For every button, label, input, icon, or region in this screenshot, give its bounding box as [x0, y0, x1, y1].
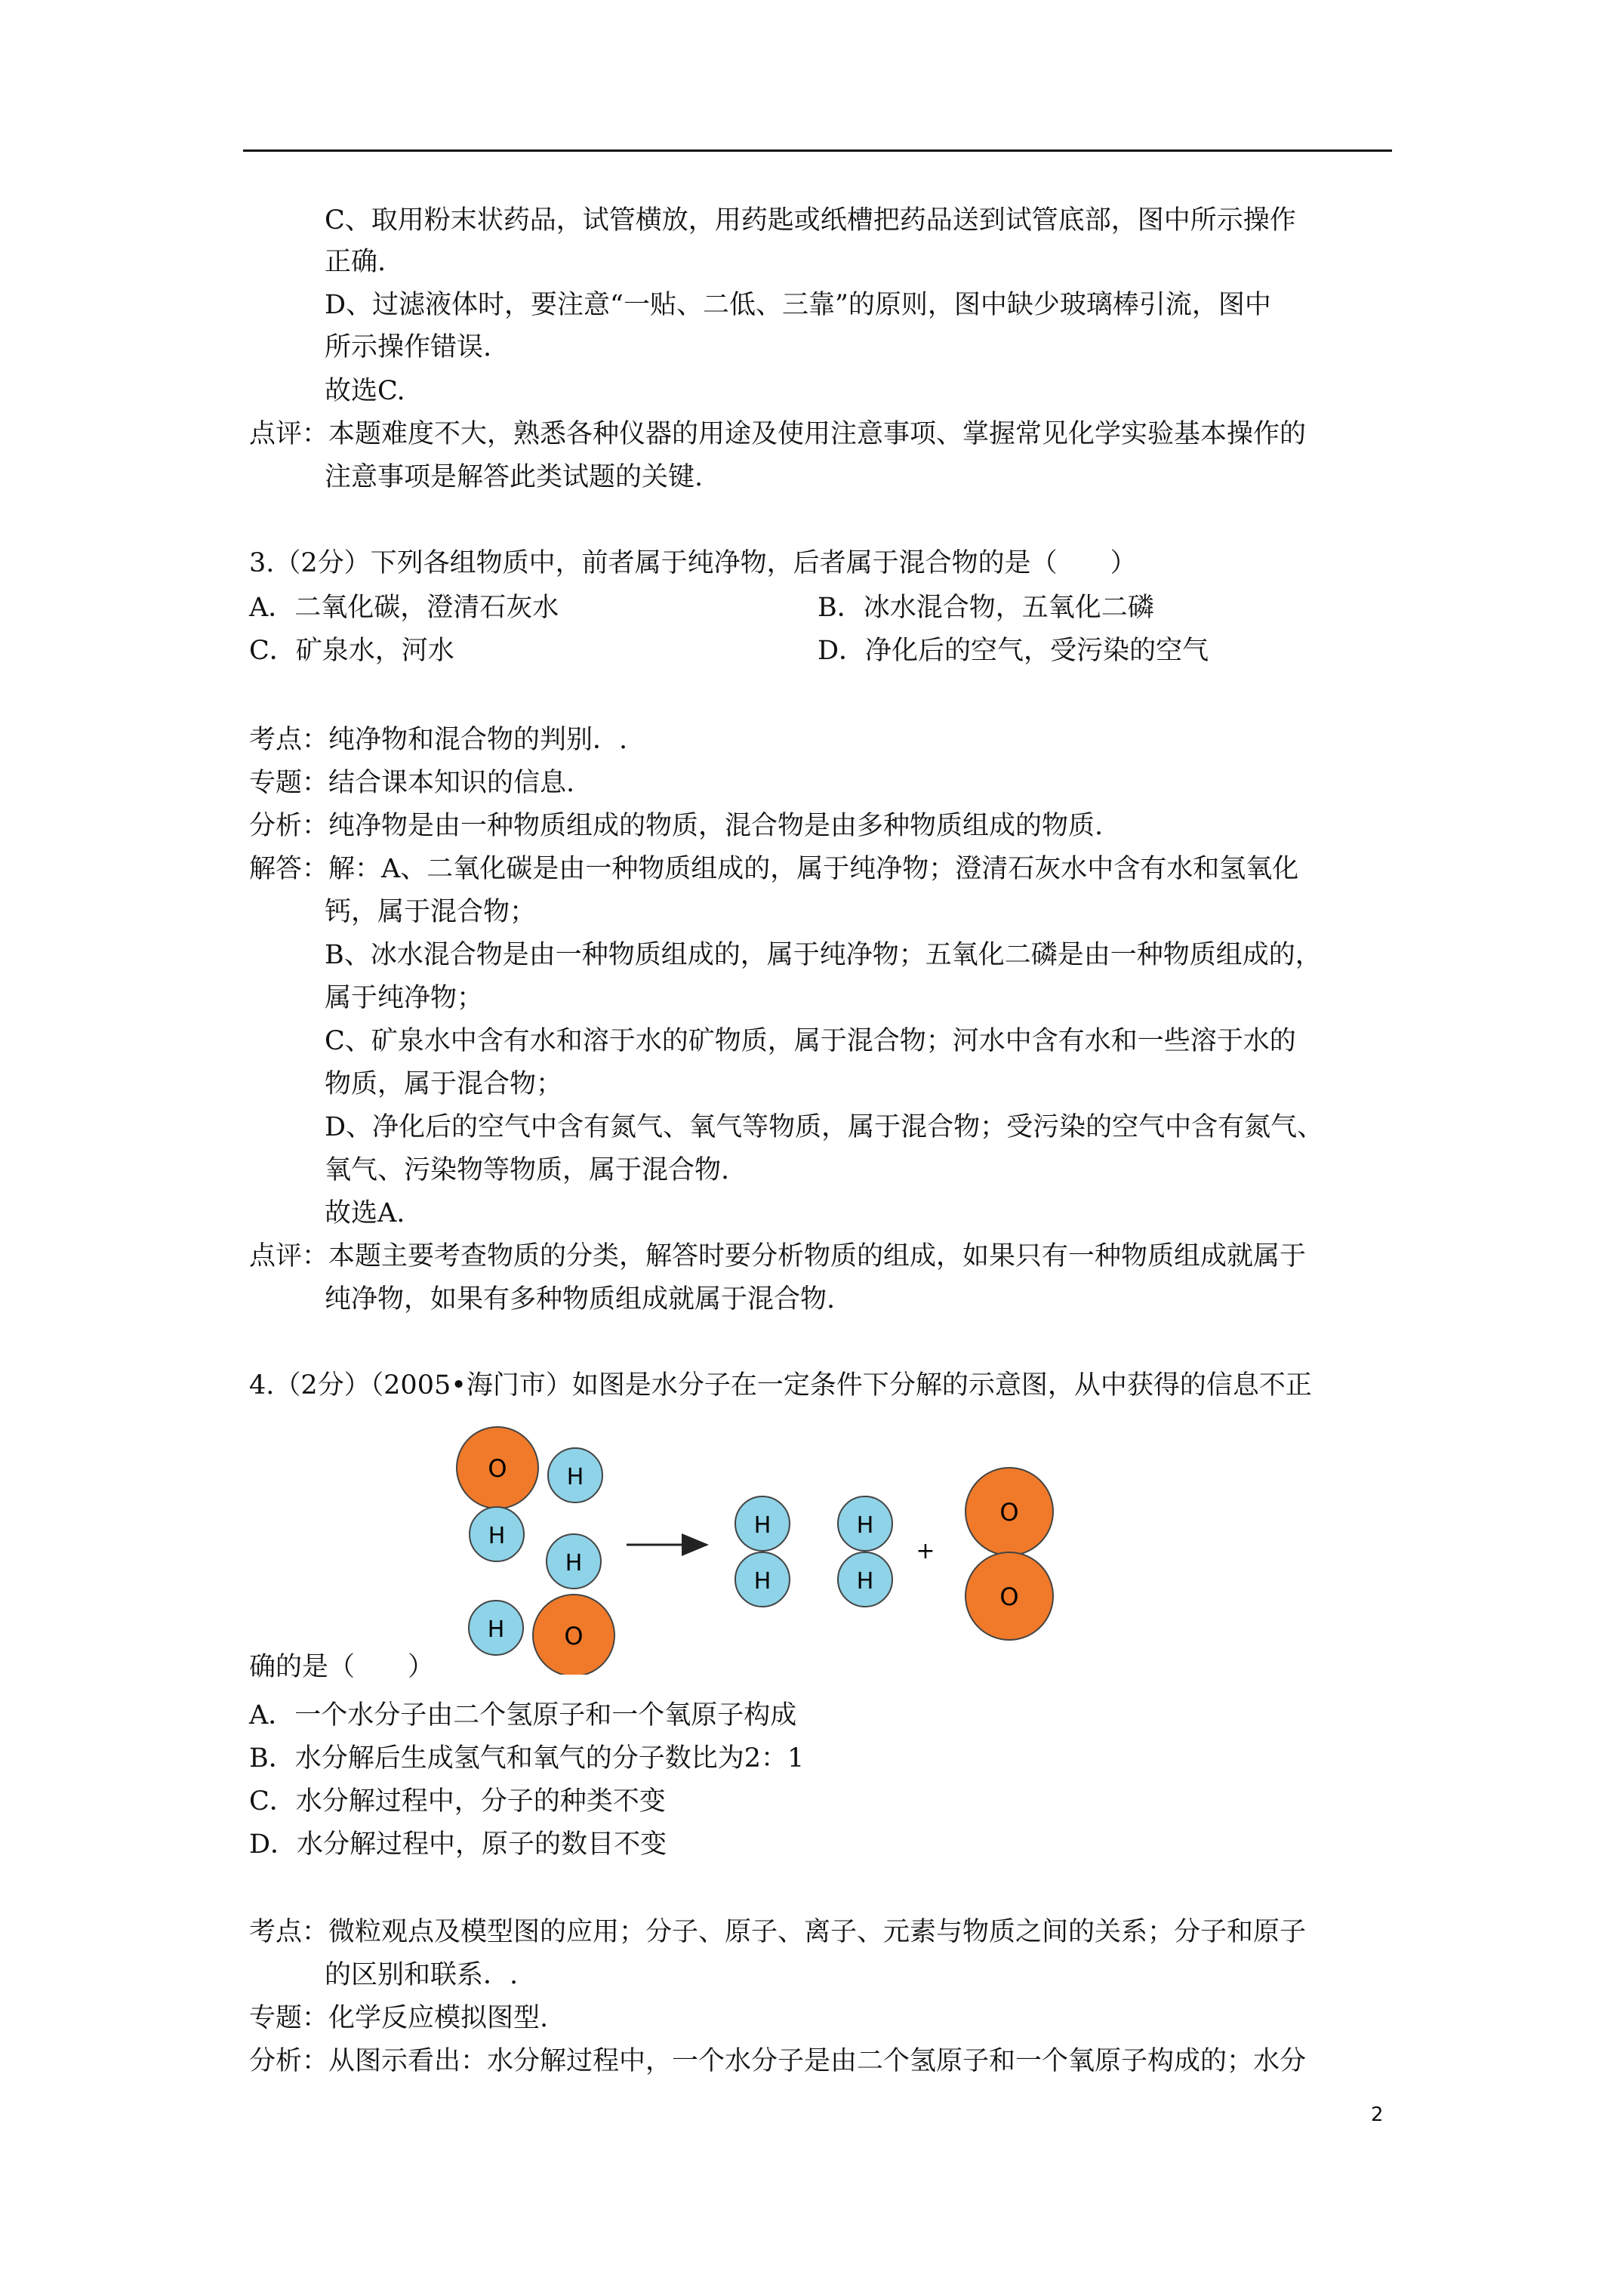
hydrogen-label: H — [566, 1464, 584, 1490]
q3-kaodian: 考点：纯净物和混合物的判别．. — [249, 725, 628, 755]
q3-option-a: A．二氧化碳，澄清石灰水 — [249, 593, 559, 623]
q3-option-c: C．矿泉水，河水 — [249, 636, 454, 666]
prev-comment-line2: 注意事项是解答此类试题的关键. — [325, 462, 704, 492]
q3-jieda-line5: C、矿泉水中含有水和溶于水的矿物质，属于混合物；河水中含有水和一些溶于水的 — [325, 1026, 1296, 1056]
prev-comment-line1: 点评：本题难度不大，熟悉各种仪器的用途及使用注意事项、掌握常见化学实验基本操作的 — [249, 419, 1307, 449]
page-number: 2 — [1371, 2103, 1384, 2126]
q3-jieda-line2: 钙，属于混合物； — [325, 897, 537, 927]
q3-option-b: B．冰水混合物，五氧化二磷 — [818, 593, 1154, 623]
prev-option-d-line1: D、过滤液体时，要注意“一贴、二低、三靠”的原则，图中缺少玻璃棒引流，图中 — [325, 290, 1271, 320]
q3-jieda-line7: D、净化后的空气中含有氮气、氧气等物质，属于混合物；受污染的空气中含有氮气、 — [325, 1112, 1324, 1142]
q3-comment-line2: 纯净物，如果有多种物质组成就属于混合物. — [325, 1284, 836, 1314]
q4-stem-line1: 4.（2分）（2005•海门市）如图是水分子在一定条件下分解的示意图，从中获得的信息不正 — [249, 1370, 1312, 1401]
q3-jieda-line8: 氧气、污染物等物质，属于混合物. — [325, 1155, 730, 1185]
q3-comment-line1: 点评：本题主要考查物质的分类，解答时要分析物质的组成，如果只有一种物质组成就属于 — [249, 1241, 1307, 1271]
q3-answer: 故选A. — [325, 1198, 405, 1228]
q3-stem: 3.（2分）下列各组物质中，前者属于纯净物，后者属于混合物的是（ ） — [249, 548, 1137, 578]
oxygen-label: O — [564, 1622, 584, 1650]
hydrogen-label: H — [753, 1568, 771, 1595]
q4-kaodian-line2: 的区别和联系．. — [325, 1960, 519, 1990]
q4-option-a: A．一个水分子由二个氢原子和一个氧原子构成 — [249, 1700, 797, 1730]
prev-option-d-line2: 所示操作错误. — [325, 332, 492, 362]
oxygen-label: O — [488, 1454, 507, 1483]
q4-zhuanti: 专题：化学反应模拟图型. — [249, 2003, 549, 2033]
prev-answer: 故选C. — [325, 376, 405, 406]
q4-option-b: B．水分解后生成氢气和氧气的分子数比为2：1 — [249, 1743, 805, 1774]
q3-jieda-line1: 解答：解：A、二氧化碳是由一种物质组成的，属于纯净物；澄清石灰水中含有水和氢氧化 — [249, 854, 1299, 884]
q4-kaodian-line1: 考点：微粒观点及模型图的应用；分子、原子、离子、元素与物质之间的关系；分子和原子 — [249, 1917, 1307, 1947]
header-rule — [243, 149, 1392, 152]
q4-fenxi: 分析：从图示看出：水分解过程中，一个水分子是由二个氢原子和一个氧原子构成的；水分 — [249, 2046, 1307, 2076]
oxygen-label: O — [999, 1498, 1019, 1527]
q3-jieda-line3: B、冰水混合物是由一种物质组成的，属于纯净物；五氧化二磷是由一种物质组成的， — [325, 940, 1322, 970]
hydrogen-label: H — [856, 1512, 874, 1539]
q3-option-d: D．净化后的空气，受污染的空气 — [818, 636, 1209, 666]
oxygen-label: O — [999, 1583, 1019, 1611]
hydrogen-label: H — [753, 1512, 771, 1539]
plus-sign: + — [916, 1538, 935, 1564]
prev-option-c-line2: 正确. — [325, 247, 387, 277]
hydrogen-label: H — [565, 1550, 583, 1576]
q3-zhuanti: 专题：结合课本知识的信息. — [249, 768, 575, 798]
q4-option-d: D．水分解过程中，原子的数目不变 — [249, 1829, 667, 1860]
water-decomposition-diagram — [438, 1418, 1072, 1675]
q3-jieda-line4: 属于纯净物； — [325, 983, 484, 1013]
prev-option-c-line1: C、取用粉末状药品，试管横放，用药匙或纸槽把药品送到试管底部，图中所示操作 — [325, 205, 1296, 236]
q3-jieda-line6: 物质，属于混合物； — [325, 1069, 563, 1099]
hydrogen-label: H — [487, 1616, 505, 1643]
q4-stem-line2: 确的是（ ） — [249, 1652, 435, 1682]
q3-fenxi: 分析：纯净物是由一种物质组成的物质，混合物是由多种物质组成的物质. — [249, 811, 1104, 841]
q4-option-c: C．水分解过程中，分子的种类不变 — [249, 1786, 666, 1817]
hydrogen-label: H — [488, 1523, 506, 1549]
hydrogen-label: H — [856, 1568, 874, 1595]
